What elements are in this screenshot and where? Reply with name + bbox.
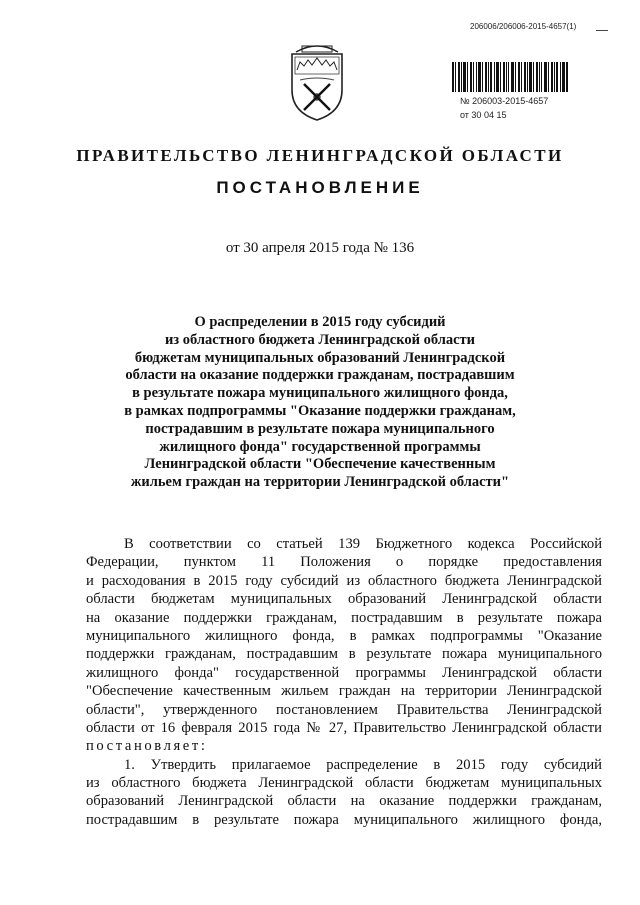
- body-line: и расходования в 2015 году субсидий из областного бюджета Ленинградской: [86, 572, 602, 589]
- heading-line: пострадавшим в результате пожара муниципального: [145, 420, 495, 437]
- body-line: Федерации, пунктом 11 Положения о порядке предоставления: [86, 554, 602, 571]
- body-line: области", утвержденного постановлением Правительства Ленинградской: [86, 701, 602, 718]
- corner-mark: [596, 30, 608, 31]
- heading-line: в результате пожара муниципального жилищного фонда,: [132, 385, 508, 402]
- body-line: области бюджетам муниципальных образований Ленинградской области: [86, 591, 602, 608]
- body-line: В соответствии со статьей 139 Бюджетного кодекса Российской: [124, 536, 602, 552]
- body-line: из областного бюджета Ленинградской области бюджетам муниципальных: [86, 775, 602, 792]
- body-line: на оказание поддержки гражданам, пострадавшим в результате пожара: [86, 609, 602, 626]
- registration-date: от 30 04 15: [460, 110, 507, 120]
- document-code: 206006/206006-2015-4657(1): [470, 22, 577, 31]
- body-line: пострадавшим в результате пожара муниципального жилищного фонда,: [86, 811, 602, 828]
- heading-line: в рамках подпрограммы "Оказание поддержки гражданам,: [124, 402, 516, 419]
- registration-number: № 206003-2015-4657: [460, 96, 549, 106]
- heading-line: Ленинградской области "Обеспечение качественным: [144, 456, 496, 473]
- body-line: жилищного фонда" государственной программы Ленинградской области: [86, 664, 602, 681]
- body-line-item-1: 1. Утвердить прилагаемое распределение в 2015 году субсидий: [124, 756, 602, 773]
- body-line: муниципального жилищного фонда, в рамках подпрограммы "Оказание: [86, 627, 602, 644]
- decree-date-number: от 30 апреля 2015 года № 136: [225, 240, 415, 256]
- document-type-title: ПОСТАНОВЛЕНИЕ: [216, 178, 424, 197]
- heading-line: жильем граждан на территории Ленинградской области": [130, 474, 510, 491]
- barcode: [452, 62, 568, 92]
- heading-line: бюджетам муниципальных образований Ленинградской: [134, 349, 506, 366]
- heading-line: О распределении в 2015 году субсидий: [194, 314, 446, 330]
- body-line-resolves: постановляет:: [86, 738, 208, 755]
- heading-line: из областного бюджета Ленинградской области: [164, 331, 476, 348]
- heading-line: области на оказание поддержки гражданам, пострадавшим: [125, 367, 515, 384]
- coat-of-arms-emblem: [286, 40, 348, 122]
- body-line: образований Ленинградской области на оказание поддержки гражданам,: [86, 793, 602, 810]
- decree-body: [86, 535, 602, 829]
- body-line: области от 16 февраля 2015 года № 27, Правительство Ленинградской области: [86, 719, 602, 736]
- heading-line: жилищного фонда" государственной программы: [159, 438, 481, 455]
- decree-heading: [100, 314, 540, 492]
- government-title: ПРАВИТЕЛЬСТВО ЛЕНИНГРАДСКОЙ ОБЛАСТИ: [76, 146, 564, 165]
- body-line: "Обеспечение качественным жильем граждан на территории Ленинградской: [86, 683, 602, 700]
- body-line: поддержки гражданам, пострадавшим в результате пожара муниципального: [86, 646, 602, 663]
